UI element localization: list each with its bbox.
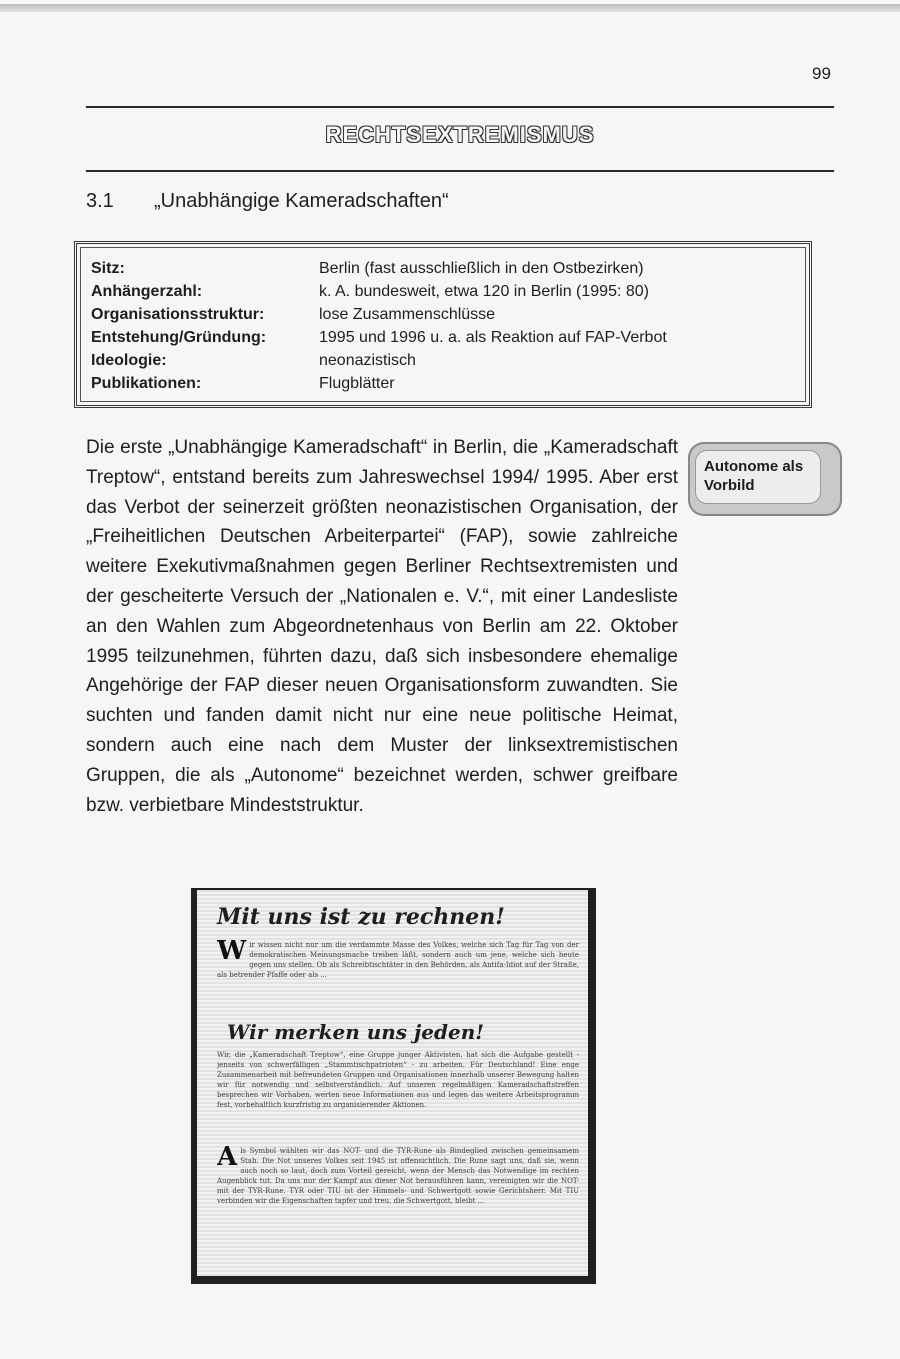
leaflet-paragraph — [217, 1146, 579, 1264]
leaflet-paragraph-text: ir wissen nicht nur um die verdammte Masse des Volkes, welche sich Tag für Tag von der demokratischen Meinungsmache treiben läßt, sondern auch um jene, welche sich heute gegen uns stellen. Ob als Schreibtischtäter in den Behörden, als Antifa-Idiot auf der Straße, als betrender Pfaffe oder als ... — [217, 941, 579, 979]
fact-label: Organisationsstruktur: — [91, 306, 265, 323]
top-divider — [86, 106, 834, 108]
leaflet-paragraph-text: Wir, die „Kameradschaft Treptow“, eine Gruppe junger Aktivisten, hat sich die Aufgabe gestellt - jenseits von schwerfälligen „Stammtischpatrioten“ - zu arbeiten. Für Deutschland! Eine enge Zusammenarbeit mit befreundeten Gruppen und Organisationen innerhalb unserer Bewegung halten wir für notwendig und selbstverständlich. Auf unseren regelmäßigen Kameradschaftstreffen besprechen wir Vorhaben, werten neue Informationen aus und legen das weitere Arbeitsprogramm fest, vorbehaltlich kurzfristig zu organisierender Aktionen. — [217, 1051, 579, 1109]
leaflet-paper — [197, 890, 588, 1276]
fact-label: Anhängerzahl: — [91, 283, 203, 300]
leaflet-image — [191, 888, 596, 1284]
leaflet-paragraph-text: ls Symbol wählten wir das NOT- und die TYR-Rune als Bindeglied zwischen gemeinsamem Stab. Die Not unseres Volkes seit 1945 ist offensichtlich. Die Rune sagt uns, daß sie, wenn auch noch so laut, doch zum Vorteil gereicht, wenn der Mensch das Notwendige im rechten Augenblick tut. Da uns nur der Kampf aus dieser Not herausführen kann, vereinigten wir die NOT- mit der TYR-Rune. TYR oder TIU ist der Himmels- und Schwertgott sowie Gerichtsherr. Mit TIU verbinden wir die Eigenschaften tapfer und treu, die Schwertgott, bleibt ... — [217, 1147, 579, 1205]
fact-box — [74, 241, 812, 408]
fact-value: Flugblätter — [319, 375, 395, 392]
chapter-heading — [86, 190, 449, 213]
fact-label: Ideologie: — [91, 352, 167, 369]
leaflet-paragraph — [217, 1050, 579, 1140]
fact-value: lose Zusammenschlüsse — [319, 306, 496, 323]
fact-label: Entstehung/Gründung: — [91, 329, 267, 346]
page-number: 99 — [812, 64, 831, 83]
body-paragraph: Die erste „Unabhängige Kameradschaft“ in Berlin, die „Kameradschaft Treptow“, entstand bereits zum Jahreswechsel 1994/ 1995. Aber erst das Verbot der seinerzeit größten neonazistischen Organisation, der „Freiheitlichen Deutschen Arbeiterpartei“ (FAP), sowie zahlreiche weitere Exekutivmaßnahmen gegen Berliner Rechtsextremisten und der gescheiterte Versuch der „Nationalen e. V.“, mit einer Landesliste an den Wahlen zum Abgeordnetenhaus von Berlin am 22. Oktober 1995 teilzunehmen, führten dazu, daß sich insbesondere ehemalige Angehörige der FAP dieser neuen Organisationsform zuwandten. Sie suchten und fanden damit nicht nur eine neue politische Heimat, sondern auch eine nach dem Muster der linksextremistischen Gruppen, die als „Autonome“ bezeichnet werden, schwer greifbare bzw. verbietbare Mindeststruktur. — [86, 437, 678, 816]
fact-label: Sitz: — [91, 260, 125, 277]
leaflet-subheadline: Wir merken uns jeden! — [227, 1020, 485, 1044]
fact-value: Berlin (fast ausschließlich in den Ostbezirken) — [319, 260, 644, 277]
margin-note-line: Vorbild — [704, 477, 755, 494]
leaflet-paragraph — [217, 940, 579, 1012]
section-title: RECHTSEXTREMISMUS — [325, 122, 595, 147]
leaflet-dropcap: W — [217, 940, 247, 966]
fact-value: 1995 und 1996 u. a. als Reaktion auf FAP-Verbot — [319, 329, 667, 346]
margin-note-label — [695, 450, 821, 504]
margin-note-line: Autonome als — [704, 458, 804, 475]
scan-top-edge — [0, 4, 900, 12]
fact-value: k. A. bundesweit, etwa 120 in Berlin (1995: 80) — [319, 283, 649, 300]
chapter-title: „Unabhängige Kameradschaften“ — [154, 190, 449, 212]
section-divider — [86, 170, 834, 172]
leaflet-headline: Mit uns ist zu rechnen! — [217, 904, 505, 930]
fact-label: Publikationen: — [91, 375, 202, 392]
fact-value: neonazistisch — [319, 352, 416, 369]
chapter-number: 3.1 — [86, 190, 114, 212]
margin-note — [688, 442, 842, 516]
leaflet-dropcap: A — [217, 1146, 238, 1172]
